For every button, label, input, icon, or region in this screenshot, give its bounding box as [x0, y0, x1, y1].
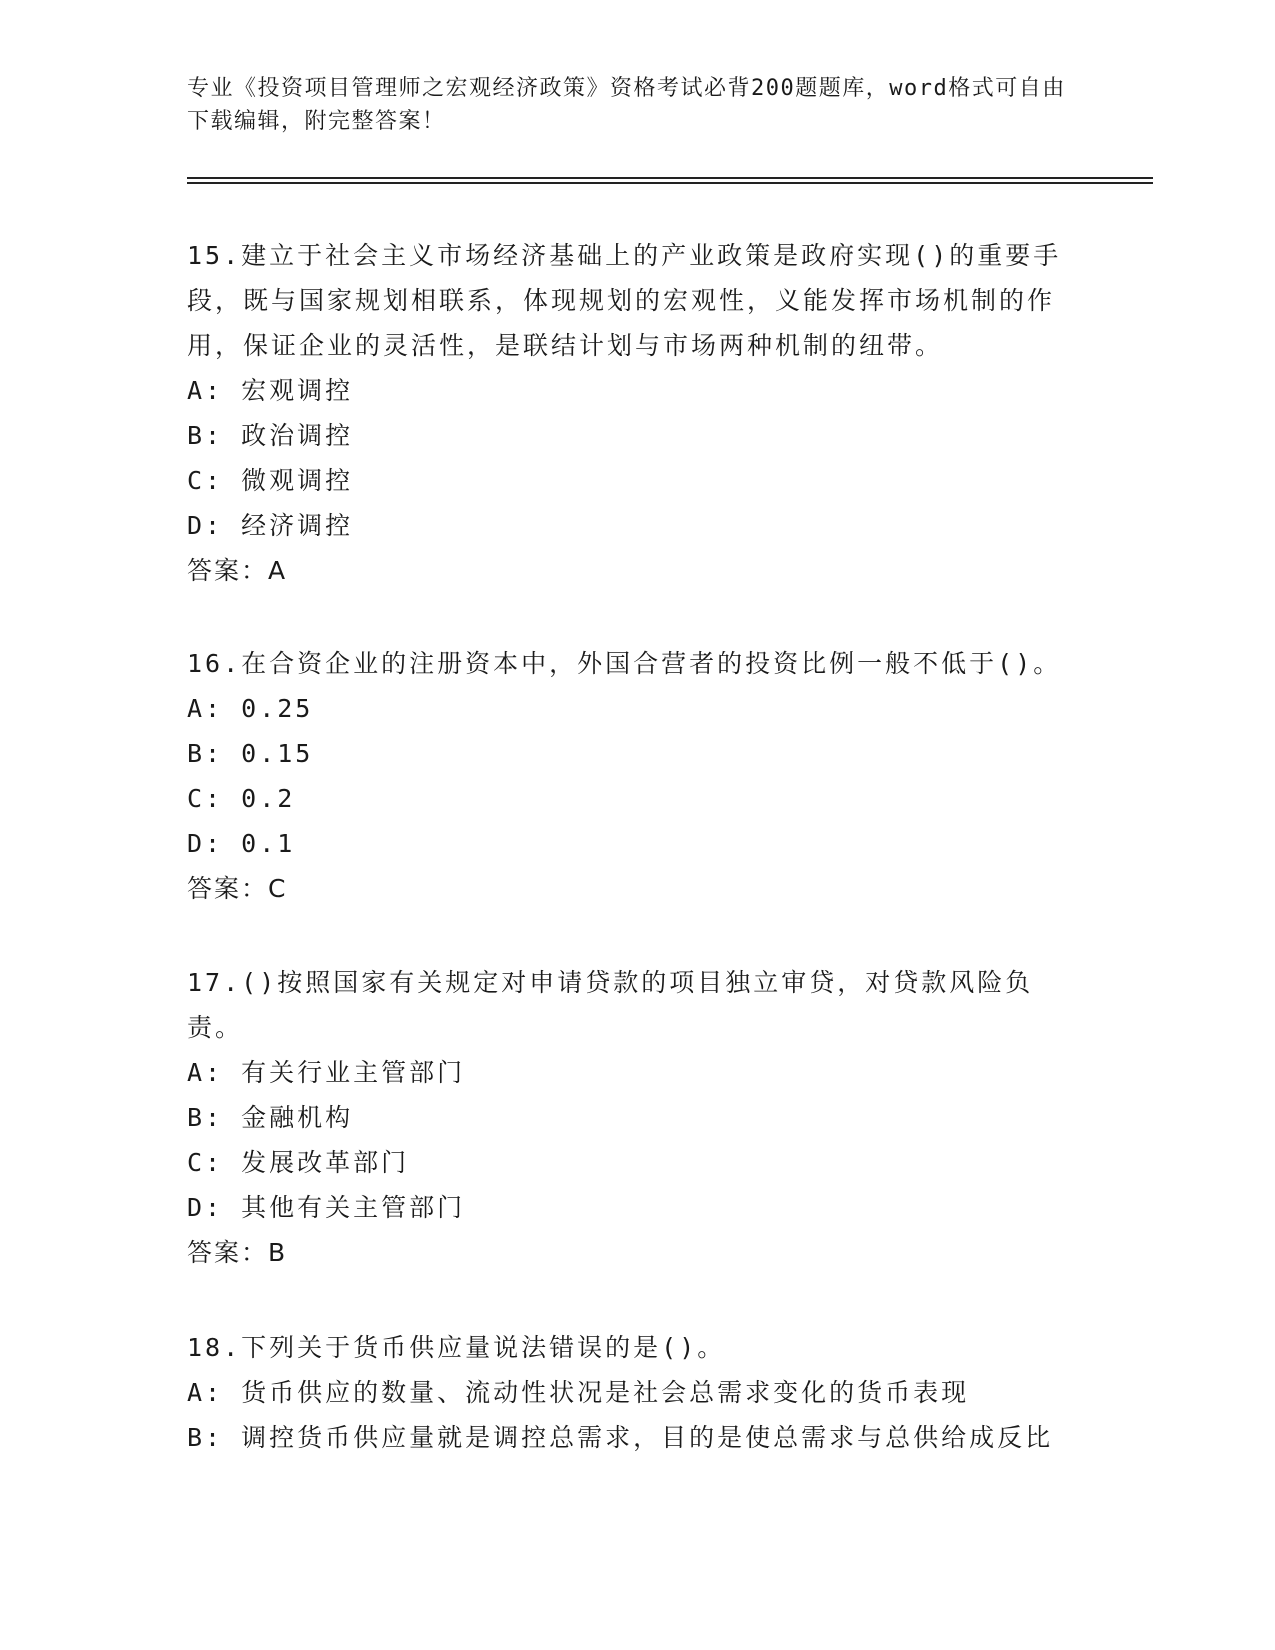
- option-a: A: 0.25: [187, 694, 314, 723]
- answer: 答案：B: [187, 1238, 288, 1267]
- option-a: A: 货币供应的数量、流动性状况是社会总需求变化的货币表现: [187, 1378, 970, 1407]
- header-divider-bottom: [187, 182, 1153, 184]
- option-b: B: 0.15: [187, 739, 314, 768]
- question-17: [187, 960, 1087, 1275]
- header-divider-top: [187, 177, 1153, 179]
- question-15: [187, 233, 1087, 593]
- question-text: 18.下列关于货币供应量说法错误的是()。: [187, 1333, 726, 1362]
- question-16: [187, 641, 1087, 911]
- option-a: A: 有关行业主管部门: [187, 1058, 466, 1087]
- option-d: D: 经济调控: [187, 511, 354, 540]
- option-b: B: 调控货币供应量就是调控总需求，目的是使总需求与总供给成反比: [187, 1423, 1054, 1452]
- option-b: B: 金融机构: [187, 1103, 354, 1132]
- question-text: 15.建立于社会主义市场经济基础上的产业政策是政府实现()的重要手段，既与国家规划相联系，体现规划的宏观性，义能发挥市场机制的作用，保证企业的灵活性，是联结计划与市场两种机制的纽带。: [187, 241, 1062, 360]
- answer: 答案：A: [187, 556, 288, 585]
- answer: 答案：C: [187, 874, 288, 903]
- document-header: 专业《投资项目管理师之宏观经济政策》资格考试必背200题题库，word格式可自由下载编辑，附完整答案！: [187, 76, 1066, 134]
- option-d: D: 0.1: [187, 829, 296, 858]
- option-d: D: 其他有关主管部门: [187, 1193, 466, 1222]
- option-c: C: 0.2: [187, 784, 296, 813]
- option-c: C: 发展改革部门: [187, 1148, 410, 1177]
- question-18: [187, 1325, 1087, 1460]
- option-b: B: 政治调控: [187, 421, 354, 450]
- option-a: A: 宏观调控: [187, 376, 354, 405]
- option-c: C: 微观调控: [187, 466, 354, 495]
- question-text: 17.()按照国家有关规定对申请贷款的项目独立审贷，对贷款风险负责。: [187, 968, 1034, 1042]
- question-text: 16.在合资企业的注册资本中，外国合营者的投资比例一般不低于()。: [187, 649, 1062, 678]
